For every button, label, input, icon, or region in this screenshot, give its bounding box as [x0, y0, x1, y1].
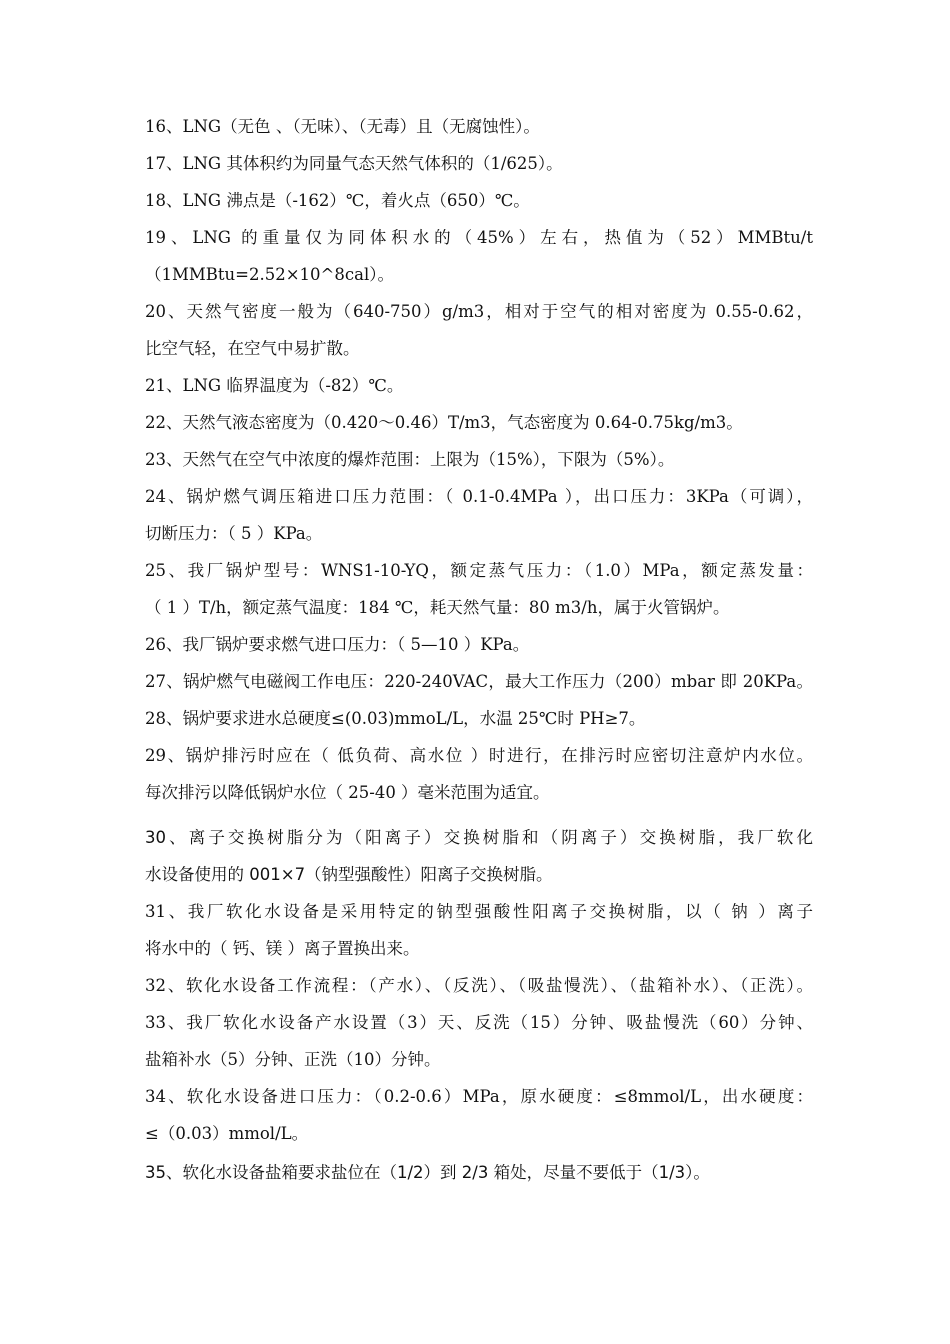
text-line: 每次排污以降低锅炉水位（ 25-40 ）毫米范围为适宜。 [145, 783, 550, 802]
text-line: 33、我厂软化水设备产水设置（3）天、反洗（15）分钟、吸盐慢洗（60）分钟、 [145, 1013, 813, 1032]
text-line: 25、我厂锅炉型号：WNS1-10-YQ，额定蒸气压力：（1.0）MPa，额定蒸发量： [145, 561, 813, 580]
text-line: 22、天然气液态密度为（0.420～0.46）T/m3，气态密度为 0.64-0.75kg/m3。 [145, 413, 743, 432]
text-line: 比空气轻，在空气中易扩散。 [145, 339, 360, 358]
text-line: 34、软化水设备进口压力：（0.2-0.6）MPa，原水硬度：≤8mmol/L，出水硬度： [145, 1087, 813, 1106]
text-line: 28、锅炉要求进水总硬度≤(0.03)mmoL/L，水温 25℃时 PH≥7。 [145, 709, 646, 728]
text-line: 32、软化水设备工作流程：（产水）、（反洗）、（吸盐慢洗）、（盐箱补水）、（正洗）。 [145, 976, 813, 995]
text-line: 切断压力：（ 5 ）KPa。 [145, 524, 323, 543]
text-line: 21、LNG 临界温度为（-82）℃。 [145, 376, 404, 395]
text-line: 29、锅炉排污时应在（ 低负荷、高水位 ）时进行，在排污时应密切注意炉内水位。 [145, 746, 813, 765]
text-line: 31、我厂软化水设备是采用特定的钠型强酸性阳离子交换树脂，以（ 钠 ）离子 [145, 902, 813, 921]
text-line: 将水中的（ 钙、镁 ）离子置换出来。 [145, 939, 420, 958]
text-line: （ 1 ）T/h，额定蒸气温度：184 ℃，耗天然气量：80 m3/h，属于火管锅炉。 [145, 598, 730, 617]
text-line: 水设备使用的 001×7（钠型强酸性）阳离子交换树脂。 [145, 865, 553, 884]
text-line: 20、天然气密度一般为（640-750）g/m3，相对于空气的相对密度为 0.55-0.62， [145, 302, 813, 321]
text-line: 30、离子交换树脂分为（阳离子）交换树脂和（阴离子）交换树脂，我厂软化 [145, 828, 813, 847]
text-line: 26、我厂锅炉要求燃气进口压力：（ 5—10 ）KPa。 [145, 635, 530, 654]
text-line: ≤（0.03）mmol/L。 [145, 1124, 309, 1143]
text-line: 27、锅炉燃气电磁阀工作电压：220-240VAC，最大工作压力（200）mbar 即 20KPa。 [145, 672, 813, 691]
text-line: 24、锅炉燃气调压箱进口压力范围：（ 0.1-0.4MPa ），出口压力：3KPa（可调）， [145, 487, 813, 506]
question-list [145, 113, 813, 1196]
text-line: 17、LNG 其体积约为同量气态天然气体积的（1/625）。 [145, 154, 563, 173]
text-line: 18、LNG 沸点是（-162）℃，着火点（650）℃。 [145, 191, 530, 210]
text-line: 盐箱补水（5）分钟、正洗（10）分钟。 [145, 1050, 441, 1069]
text-line: 19、LNG 的重量仅为同体积水的（45%）左右，热值为（52）MMBtu/t [145, 228, 813, 247]
text-line: 23、天然气在空气中浓度的爆炸范围：上限为（15%），下限为（5%）。 [145, 450, 675, 469]
text-line: 16、LNG（无色 、（无味）、（无毒）且（无腐蚀性）。 [145, 117, 540, 136]
text-line: （1MMBtu=2.52×10^8cal）。 [145, 265, 394, 284]
text-line: 35、软化水设备盐箱要求盐位在（1/2）到 2/3 箱处，尽量不要低于（1/3）。 [145, 1163, 710, 1182]
